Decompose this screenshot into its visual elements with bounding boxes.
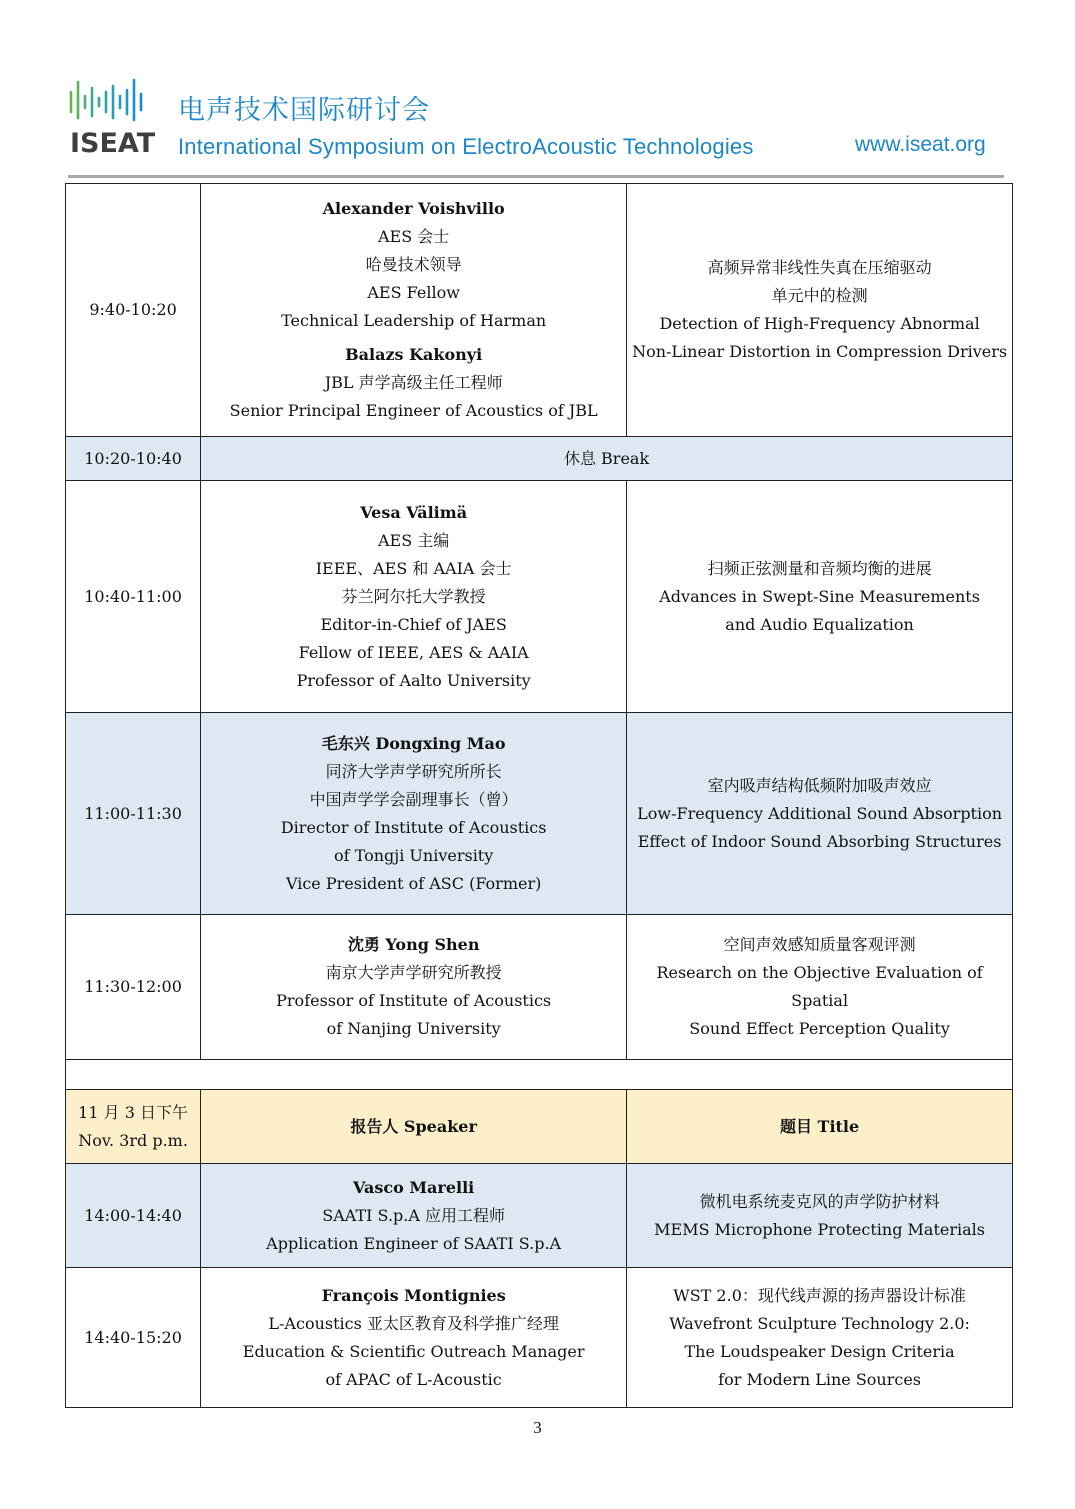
speaker-cell [201, 481, 627, 713]
time-cell: 11:30-12:00 [66, 915, 201, 1060]
talk-title: Wavefront Sculpture Technology 2.0: [669, 1313, 970, 1333]
speaker-detail: of APAC of L-Acoustic [325, 1369, 502, 1389]
time-cell: 10:20-10:40 [66, 437, 201, 481]
speaker-detail: of Tongji University [334, 845, 494, 865]
speaker-detail: JBL 声学高级主任工程师 [324, 373, 503, 392]
speaker-detail: L-Acoustics 亚太区教育及科学推广经理 [268, 1313, 559, 1333]
speaker-cell [201, 713, 627, 915]
table-row [66, 481, 1013, 713]
session-date-en: Nov. 3rd p.m. [78, 1130, 188, 1150]
session-date-cn: 11 月 3 日下午 [78, 1102, 188, 1122]
speaker-detail: Fellow of IEEE, AES & AAIA [298, 642, 529, 662]
table-row [66, 184, 1013, 437]
speaker-name: François Montignies [321, 1285, 506, 1305]
speaker-detail: Editor-in-Chief of JAES [320, 614, 507, 634]
speaker-cell [201, 1164, 627, 1268]
empty-cell [66, 1060, 1013, 1090]
speaker-detail: 南京大学声学研究所教授 [325, 963, 502, 982]
speaker-detail: Application Engineer of SAATI S.p.A [266, 1233, 562, 1253]
time-cell: 11:00-11:30 [66, 713, 201, 915]
title-column-header: 题目 Title [627, 1090, 1013, 1164]
speaker-name: Vasco Marelli [353, 1177, 475, 1197]
schedule-table [65, 183, 1013, 1408]
title-cell [627, 1268, 1013, 1408]
table-row [66, 1268, 1013, 1408]
talk-title: for Modern Line Sources [718, 1369, 921, 1389]
title-cell [627, 184, 1013, 437]
talk-title: Detection of High-Frequency Abnormal [659, 314, 980, 333]
session-header-row [66, 1090, 1013, 1164]
talk-title: 单元中的检测 [771, 286, 868, 305]
title-cell [627, 1164, 1013, 1268]
speaker-detail: Professor of Aalto University [296, 670, 531, 690]
speaker-detail: Director of Institute of Acoustics [280, 817, 547, 837]
speaker-detail: of Nanjing University [326, 1019, 501, 1038]
talk-title: Non-Linear Distortion in Compression Drivers [632, 342, 1008, 361]
speaker-detail: Education & Scientific Outreach Manager [242, 1341, 585, 1361]
logo-text: ISEAT [70, 128, 156, 159]
page-number: 3 [533, 1418, 542, 1437]
speaker-column-header: 报告人 Speaker [201, 1090, 627, 1164]
website-link[interactable]: www.iseat.org [855, 133, 986, 156]
talk-title: and Audio Equalization [725, 614, 914, 634]
talk-title: Research on the Objective Evaluation of Spatial [656, 963, 983, 1010]
speaker-name: Vesa Välimä [360, 502, 468, 522]
spacer-row [66, 1060, 1013, 1090]
speaker-name: Alexander Voishvillo [322, 199, 505, 218]
talk-title: 室内吸声结构低频附加吸声效应 [707, 775, 932, 795]
speaker-detail: SAATI S.p.A 应用工程师 [322, 1205, 506, 1225]
title-cell [627, 481, 1013, 713]
speaker-detail: AES 会士 [378, 227, 450, 246]
break-row [66, 437, 1013, 481]
speaker-detail: Senior Principal Engineer of Acoustics of JBL [229, 401, 598, 420]
time-cell: 14:00-14:40 [66, 1164, 201, 1268]
speaker-detail: 中国声学学会副理事长（曾） [309, 789, 518, 809]
symposium-title-cn: 电声技术国际研讨会 [178, 95, 430, 126]
break-label: 休息 Break [201, 437, 1013, 481]
session-date-cell [66, 1090, 201, 1164]
time-cell: 10:40-11:00 [66, 481, 201, 713]
header-divider [68, 175, 1004, 178]
speaker-detail: AES 主编 [378, 530, 450, 550]
talk-title: The Loudspeaker Design Criteria [684, 1341, 955, 1361]
talk-title: 高频异常非线性失真在压缩驱动 [707, 258, 932, 277]
talk-title: Advances in Swept-Sine Measurements [659, 586, 980, 606]
speaker-detail: Vice President of ASC (Former) [285, 873, 542, 893]
speaker-detail: 同济大学声学研究所所长 [325, 761, 502, 781]
speaker-cell [201, 184, 627, 437]
title-cell [627, 713, 1013, 915]
talk-title: 扫频正弦测量和音频均衡的进展 [707, 558, 932, 578]
speaker-detail: IEEE、AES 和 AAIA 会士 [315, 558, 512, 578]
speaker-name: 毛东兴 Dongxing Mao [321, 733, 506, 753]
speaker-name: 沈勇 Yong Shen [347, 935, 480, 954]
talk-title: 空间声效感知质量客观评测 [723, 935, 916, 954]
title-cell [627, 915, 1013, 1060]
symposium-title-en: International Symposium on ElectroAcoustic Technologies [178, 134, 754, 159]
talk-title: MEMS Microphone Protecting Materials [654, 1219, 985, 1239]
speaker-detail: 芬兰阿尔托大学教授 [341, 586, 486, 606]
speaker-detail: Professor of Institute of Acoustics [276, 991, 552, 1010]
speaker-detail: 哈曼技术领导 [365, 255, 462, 274]
table-row [66, 713, 1013, 915]
time-cell: 9:40-10:20 [66, 184, 201, 437]
talk-title: 微机电系统麦克风的声学防护材料 [699, 1191, 940, 1211]
table-row [66, 915, 1013, 1060]
iseat-logo-icon [68, 78, 152, 122]
speaker-name: Balazs Kakonyi [345, 345, 483, 364]
speaker-cell [201, 915, 627, 1060]
talk-title: Effect of Indoor Sound Absorbing Structures [637, 831, 1002, 851]
time-cell: 14:40-15:20 [66, 1268, 201, 1408]
speaker-cell [201, 1268, 627, 1408]
speaker-detail: Technical Leadership of Harman [281, 311, 547, 330]
talk-title: Low-Frequency Additional Sound Absorption [637, 803, 1003, 823]
talk-title: Sound Effect Perception Quality [689, 1019, 950, 1038]
table-row [66, 1164, 1013, 1268]
speaker-detail: AES Fellow [367, 283, 460, 302]
talk-title: WST 2.0：现代线声源的扬声器设计标准 [673, 1285, 966, 1305]
